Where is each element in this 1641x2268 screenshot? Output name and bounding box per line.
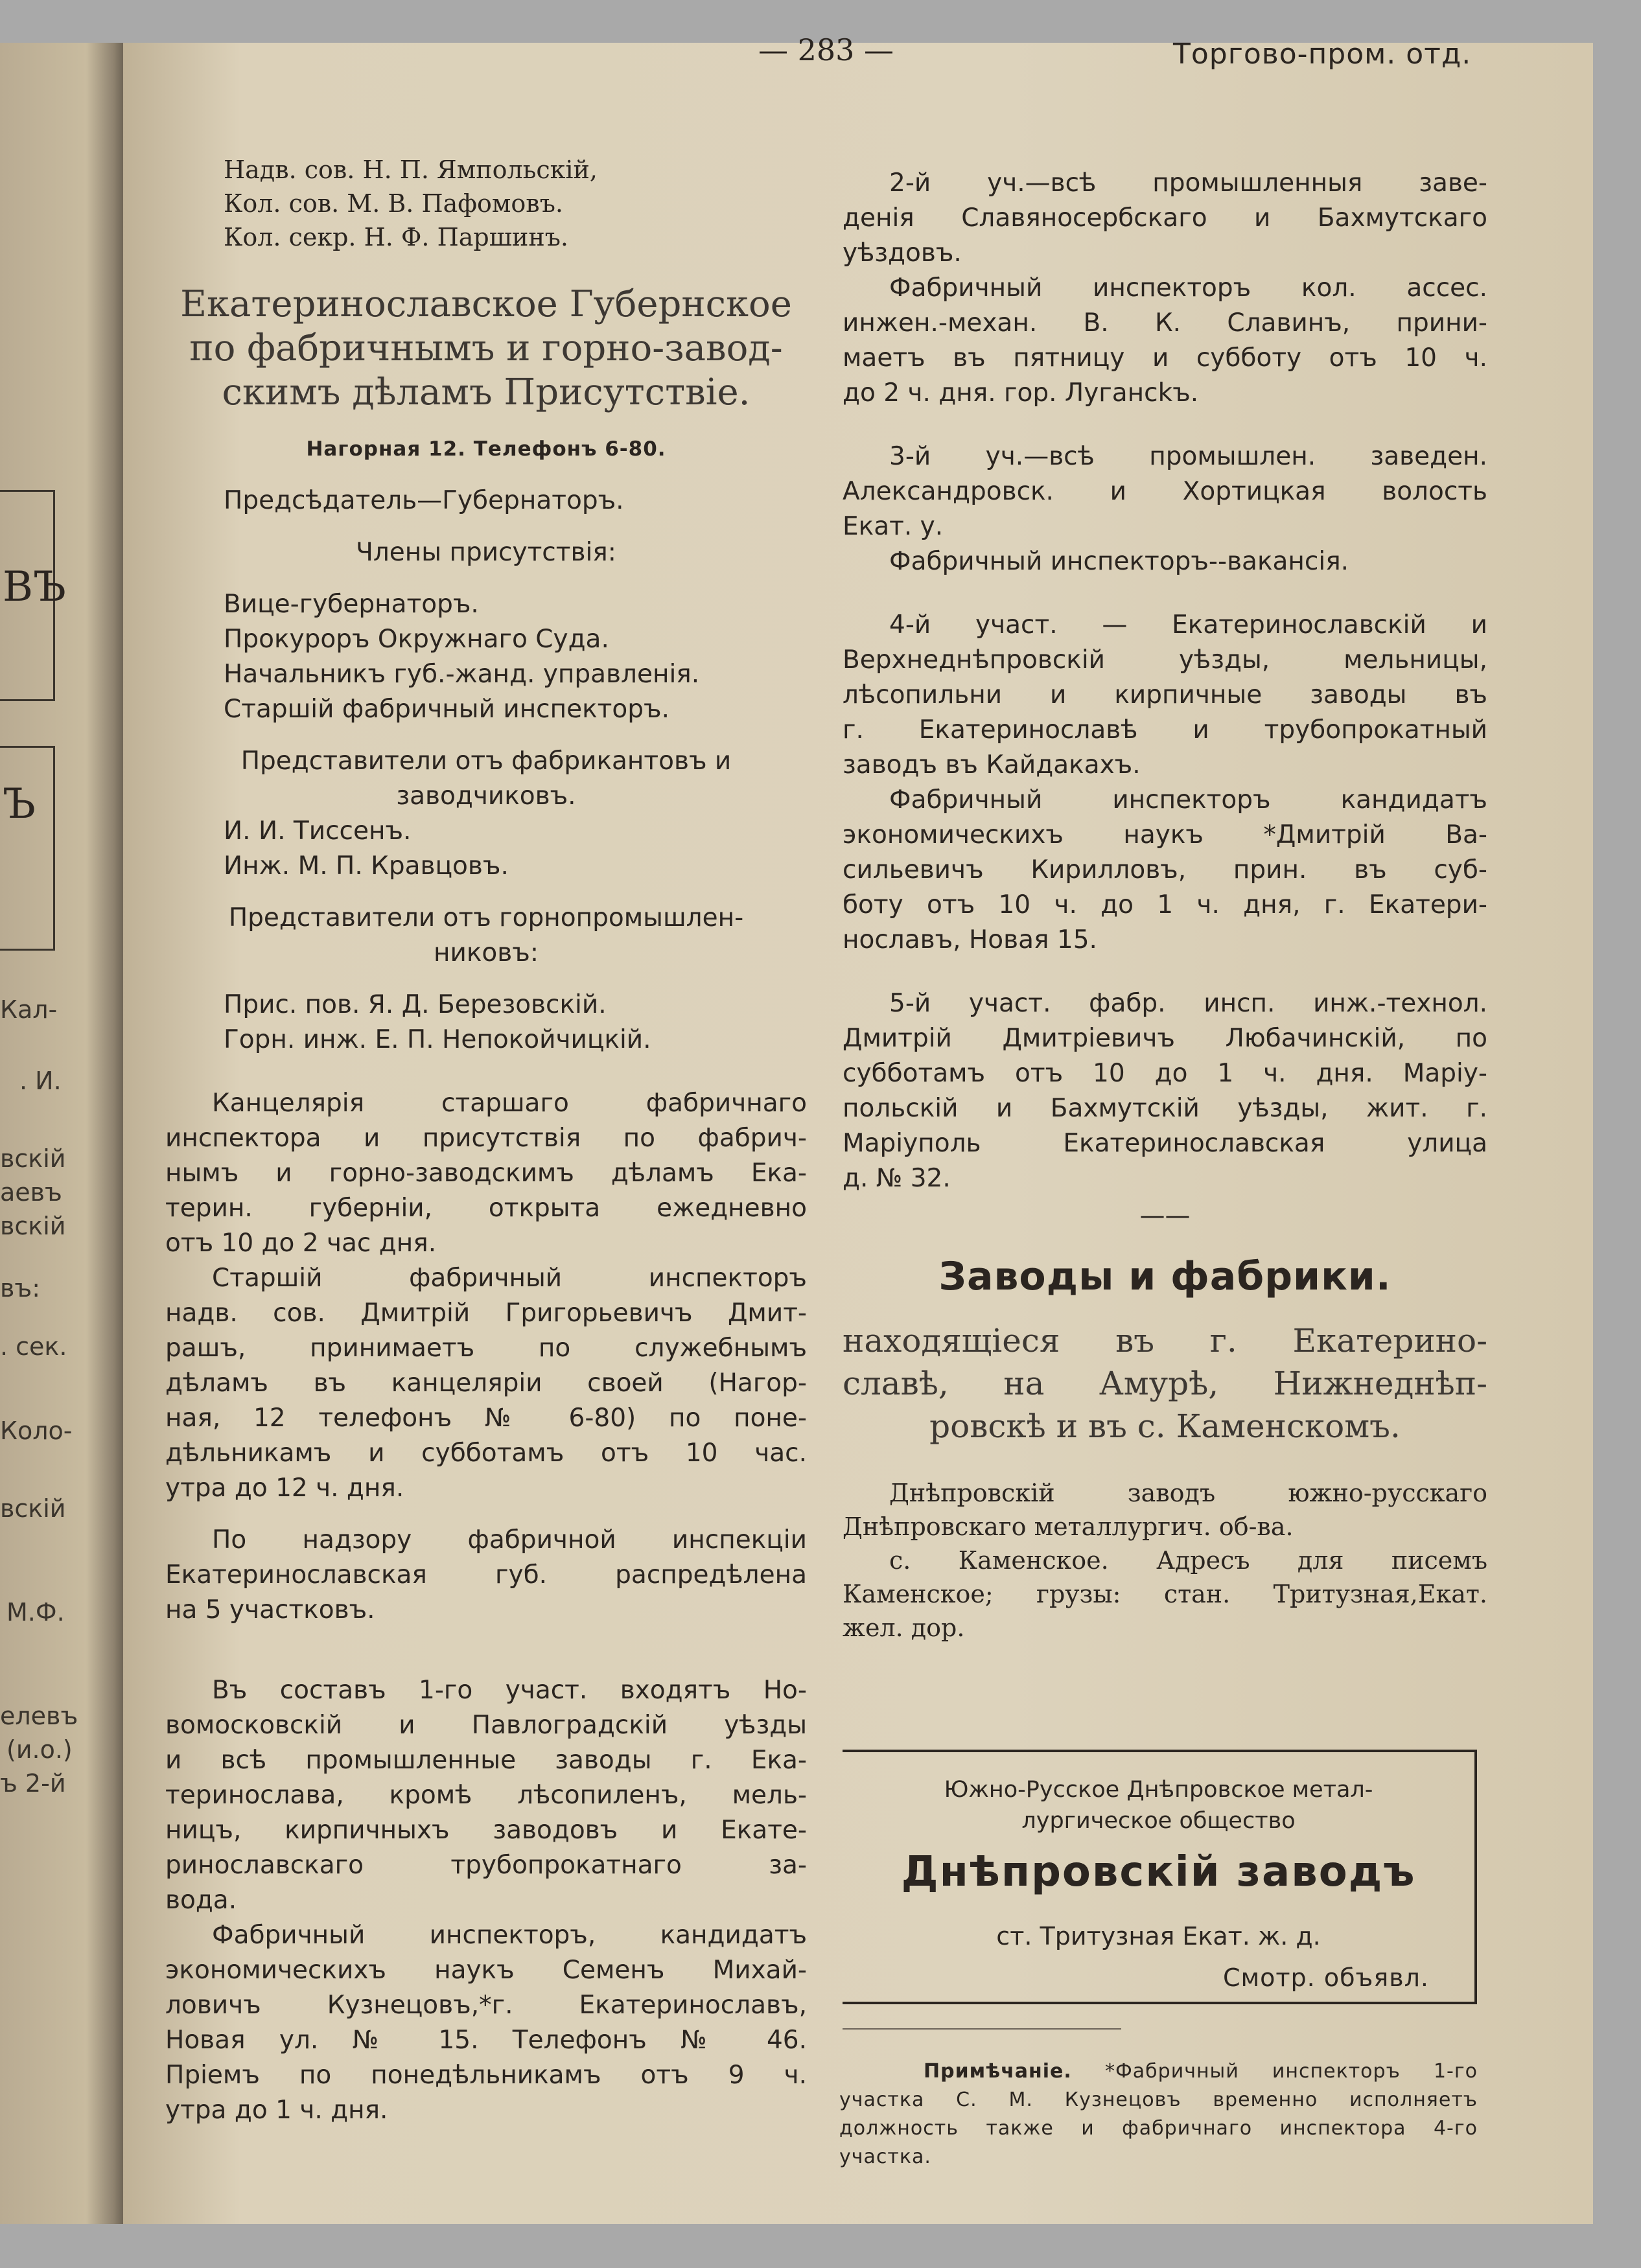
section-subtitle (843, 1319, 1487, 1448)
left-fragment: . сек. (0, 1332, 67, 1361)
miners-heading (165, 901, 807, 971)
left-fragment: Кал- (0, 995, 58, 1024)
district3-inspector: Фабричный инспекторъ--вакансія. (889, 547, 1349, 576)
text-line: польскій и Бахмутскій уѣзды, жит. г. (843, 1094, 1487, 1123)
text-line: дѣльникамъ и субботамъ отъ 10 час. (165, 1439, 807, 1468)
text-line: Новая ул. № 15. Телефонъ № 46. (165, 2026, 807, 2055)
footnote-line: участка С. М. Кузнецовъ временно исполняетъ (839, 2089, 1478, 2111)
left-fragment: елевъ (0, 1702, 78, 1730)
left-fragment: . И. (19, 1067, 62, 1095)
left-fragment: вскій (0, 1212, 66, 1240)
left-box-2-text: Ъ (3, 780, 36, 828)
senior-inspector-paragraph (165, 1261, 807, 1506)
district2-paragraph (843, 166, 1487, 271)
institution-address: Нагорная 12. Телефонъ 6-80. (306, 437, 666, 461)
left-fragment: вскій (0, 1494, 66, 1523)
left-box-2 (0, 746, 55, 951)
supervision-paragraph (165, 1523, 807, 1628)
left-fragment: ъ 2-й (0, 1769, 66, 1798)
chairman: Предсѣдатель—Губернаторъ. (224, 486, 624, 515)
text-line: Екат. у. (843, 512, 944, 541)
text-line: Александровск. и Хортицкая волость (843, 477, 1487, 506)
text-line: д. № 32. (843, 1164, 951, 1193)
text-line: 2-й уч.—всѣ промышленныя заве- (889, 168, 1487, 198)
manufacturers-heading (165, 744, 807, 814)
text-line: вода. (165, 1886, 237, 1915)
text-line: вомосковскій и Павлоградскій уѣзды (165, 1711, 807, 1740)
manufacturers-list (165, 814, 807, 884)
text-line: и всѣ промышленные заводы г. Ека- (165, 1746, 807, 1775)
left-fragment: Коло- (0, 1417, 73, 1445)
footnote-line: участка. (839, 2146, 931, 2168)
subtitle-line: находящіеся въ г. Екатерино- (843, 1322, 1487, 1360)
official: Надв. сов. Н. П. Ямпольскій, (224, 156, 598, 184)
institution-title-line: по фабричнымъ и горно-завод- (189, 327, 783, 369)
text-line: Пріемъ по понедѣльникамъ отъ 9 ч. (165, 2061, 807, 2090)
heading-line: заводчиковъ. (396, 781, 576, 811)
text-line: с. Каменское. Адресъ для писемъ (889, 1546, 1487, 1575)
heading-line: Представители отъ горнопромышлен- (228, 903, 744, 932)
advertisement-box (843, 1750, 1477, 2004)
text-line: Днѣпровскій заводъ южно-русскаго (889, 1479, 1487, 1507)
members-heading: Члены присутствія: (356, 538, 616, 567)
text-line: 5-й участ. фабр. инсп. инж.-технол. (889, 989, 1487, 1018)
right-column (843, 166, 1487, 1645)
text-line: заводъ въ Кайдакахъ. (843, 750, 1141, 780)
footnote-first-line (839, 2057, 1478, 2086)
text-line: Маріуполь Екатеринославская улица (843, 1129, 1487, 1158)
text-line: до 2 ч. дня. гор. Лугансkъ. (843, 378, 1199, 408)
text-line: нымъ и горно-заводскимъ дѣламъ Ека- (165, 1159, 807, 1188)
text-line: инспектора и присутствія по фабрич- (165, 1124, 807, 1153)
text-line: Канцелярія старшаго фабричнаго (212, 1089, 807, 1118)
text-line: маетъ въ пятницу и субботу отъ 10 ч. (843, 343, 1487, 373)
representative: Прис. пов. Я. Д. Березовскій. (224, 990, 607, 1019)
heading-line: никовъ: (434, 938, 539, 967)
institution-title-line: Екатеринославское Губернское (180, 283, 792, 325)
text-line: экономическихъ наукъ Семенъ Михай- (165, 1956, 807, 1985)
text-line: утра до 12 ч. дня. (165, 1474, 404, 1503)
left-box-1 (0, 490, 66, 701)
footnote-text: *Фабричный инспекторъ 1-го (1104, 2060, 1478, 2083)
text-line: экономическихъ наукъ *Дмитрій Ва- (843, 820, 1487, 850)
members-list (165, 587, 807, 727)
ad-station: ст. Тритузная Екат. ж. д. (996, 1922, 1321, 1950)
text-line: Старшій фабричный инспекторъ (212, 1264, 807, 1293)
page-number: — 283 — (758, 32, 894, 67)
institution-title-line: скимъ дѣламъ Присутствіе. (222, 371, 751, 413)
section-header: Торгово-пром. отд. (1173, 38, 1472, 71)
footnote-separator (843, 2028, 1121, 2030)
text-line: Дмитрій Дмитріевичъ Любачинскій, по (843, 1024, 1487, 1053)
text-line: нославъ, Новая 15. (843, 925, 1097, 955)
representative: Горн. инж. Е. П. Непокойчицкій. (224, 1025, 651, 1054)
left-page-edge (0, 43, 123, 2224)
left-fragment: аевъ (0, 1178, 62, 1207)
text-line: Фабричный инспекторъ, кандидатъ (212, 1921, 807, 1950)
ad-plant-name: Днѣпровскій заводъ (901, 1848, 1416, 1896)
text-line: денія Славяносербскаго и Бахмутскаго (843, 203, 1487, 233)
member: Прокуроръ Окружнаго Суда. (224, 625, 609, 654)
official: Кол. секр. Н. Ф. Паршинъ. (224, 223, 568, 251)
text-line: на 5 участковъ. (165, 1595, 375, 1625)
district3-paragraph (843, 439, 1487, 544)
miners-list (165, 988, 807, 1058)
officials-list (165, 153, 807, 254)
text-line: г. Екатеринославѣ и трубопрокатный (843, 715, 1487, 745)
text-line: теринослава, кромѣ лѣсопиленъ, мель- (165, 1781, 807, 1810)
ad-company-line: Южно-Русское Днѣпровское метал- (944, 1777, 1373, 1803)
left-fragment: вскій (0, 1144, 66, 1173)
plant-entry (843, 1476, 1487, 1645)
ad-company-line: лургическое общество (1021, 1808, 1296, 1834)
subtitle-line: ровскѣ и въ с. Каменскомъ. (929, 1407, 1401, 1445)
text-line: Днѣпровскаго металлургич. об-ва. (843, 1512, 1294, 1541)
district5-paragraph (843, 986, 1487, 1196)
left-fragment: М.Ф. (6, 1598, 65, 1626)
text-line: терин. губерніи, открыта ежедневно (165, 1194, 807, 1223)
footnote (839, 2057, 1478, 2171)
left-fragment: (и.о.) (6, 1735, 73, 1764)
institution-title (165, 283, 807, 415)
district4-inspector-paragraph (843, 783, 1487, 958)
official: Кол. сов. М. В. Пафомовъ. (224, 189, 563, 218)
member: Старшій фабричный инспекторъ. (224, 695, 669, 724)
text-line: отъ 10 до 2 час дня. (165, 1229, 437, 1258)
text-line: 3-й уч.—всѣ промышлен. заведен. (889, 442, 1487, 471)
member: Начальникъ губ.-жанд. управленія. (224, 660, 700, 689)
text-line: уѣздовъ. (843, 238, 962, 268)
heading-line: Представители отъ фабрикантовъ и (240, 746, 732, 776)
text-line: Екатеринославская губ. распредѣлена (165, 1560, 807, 1590)
text-line: ная, 12 телефонъ № 6-80) по поне- (165, 1404, 807, 1433)
text-line: ринославскаго трубопрокатнаго за- (165, 1851, 807, 1880)
text-line: надв. сов. Дмитрій Григорьевичъ Дмит- (165, 1299, 807, 1328)
text-line: Фабричный инспекторъ кандидатъ (889, 785, 1487, 815)
district1-inspector-paragraph (165, 1918, 807, 2128)
text-line: Каменское; грузы: стан. Тритузная,Екат. (843, 1580, 1487, 1608)
text-line: лѣсопильни и кирпичные заводы въ (843, 680, 1487, 710)
text-line: жел. дор. (843, 1614, 965, 1642)
text-line: утра до 1 ч. дня. (165, 2096, 388, 2125)
text-line: Верхнеднѣпровскій уѣзды, мельницы, (843, 645, 1487, 675)
divider: —— (1139, 1201, 1191, 1231)
text-line: ницъ, кирпичныхъ заводовъ и Екате- (165, 1816, 807, 1845)
text-line: 4-й участ. — Екатеринославскій и (889, 610, 1487, 640)
text-line: дѣламъ въ канцеляріи своей (Нагор- (165, 1369, 807, 1398)
text-line: сильевичъ Кирилловъ, прин. въ суб- (843, 855, 1487, 885)
footnote-label: Примѣчаніе. (924, 2060, 1072, 2083)
left-fragment: въ: (0, 1274, 41, 1302)
member: Вице-губернаторъ. (224, 590, 479, 619)
section-title: Заводы и фабрики. (938, 1254, 1391, 1299)
footnote-line: должность также и фабричнаго инспектора 4-го (839, 2117, 1478, 2140)
chancery-paragraph (165, 1086, 807, 1261)
text-line: боту отъ 10 ч. до 1 ч. дня, г. Екатери- (843, 890, 1487, 920)
ad-company (843, 1774, 1474, 1836)
text-line: Въ составъ 1-го участ. входятъ Но- (212, 1676, 807, 1705)
text-line: рашъ, принимаетъ по служебнымъ (165, 1334, 807, 1363)
ad-see-advert: Смотр. объявл. (1222, 1963, 1429, 1992)
district2-inspector-paragraph (843, 271, 1487, 411)
left-box-1-text: ВЪ (3, 563, 66, 611)
representative: И. И. Тиссенъ. (224, 816, 412, 846)
subtitle-line: славѣ, на Амурѣ, Нижнеднѣп- (843, 1365, 1487, 1402)
district1-paragraph (165, 1673, 807, 1918)
left-column (165, 153, 807, 2128)
text-line: ловичъ Кузнецовъ,*г. Екатеринославъ, (165, 1991, 807, 2020)
text-line: Фабричный инспекторъ кол. ассес. (889, 273, 1487, 303)
representative: Инж. М. П. Кравцовъ. (224, 851, 509, 881)
text-line: По надзору фабричной инспекціи (212, 1525, 807, 1555)
district4-paragraph (843, 608, 1487, 783)
text-line: инжен.-механ. В. К. Славинъ, прини- (843, 308, 1487, 338)
text-line: субботамъ отъ 10 до 1 ч. дня. Маріу- (843, 1059, 1487, 1088)
